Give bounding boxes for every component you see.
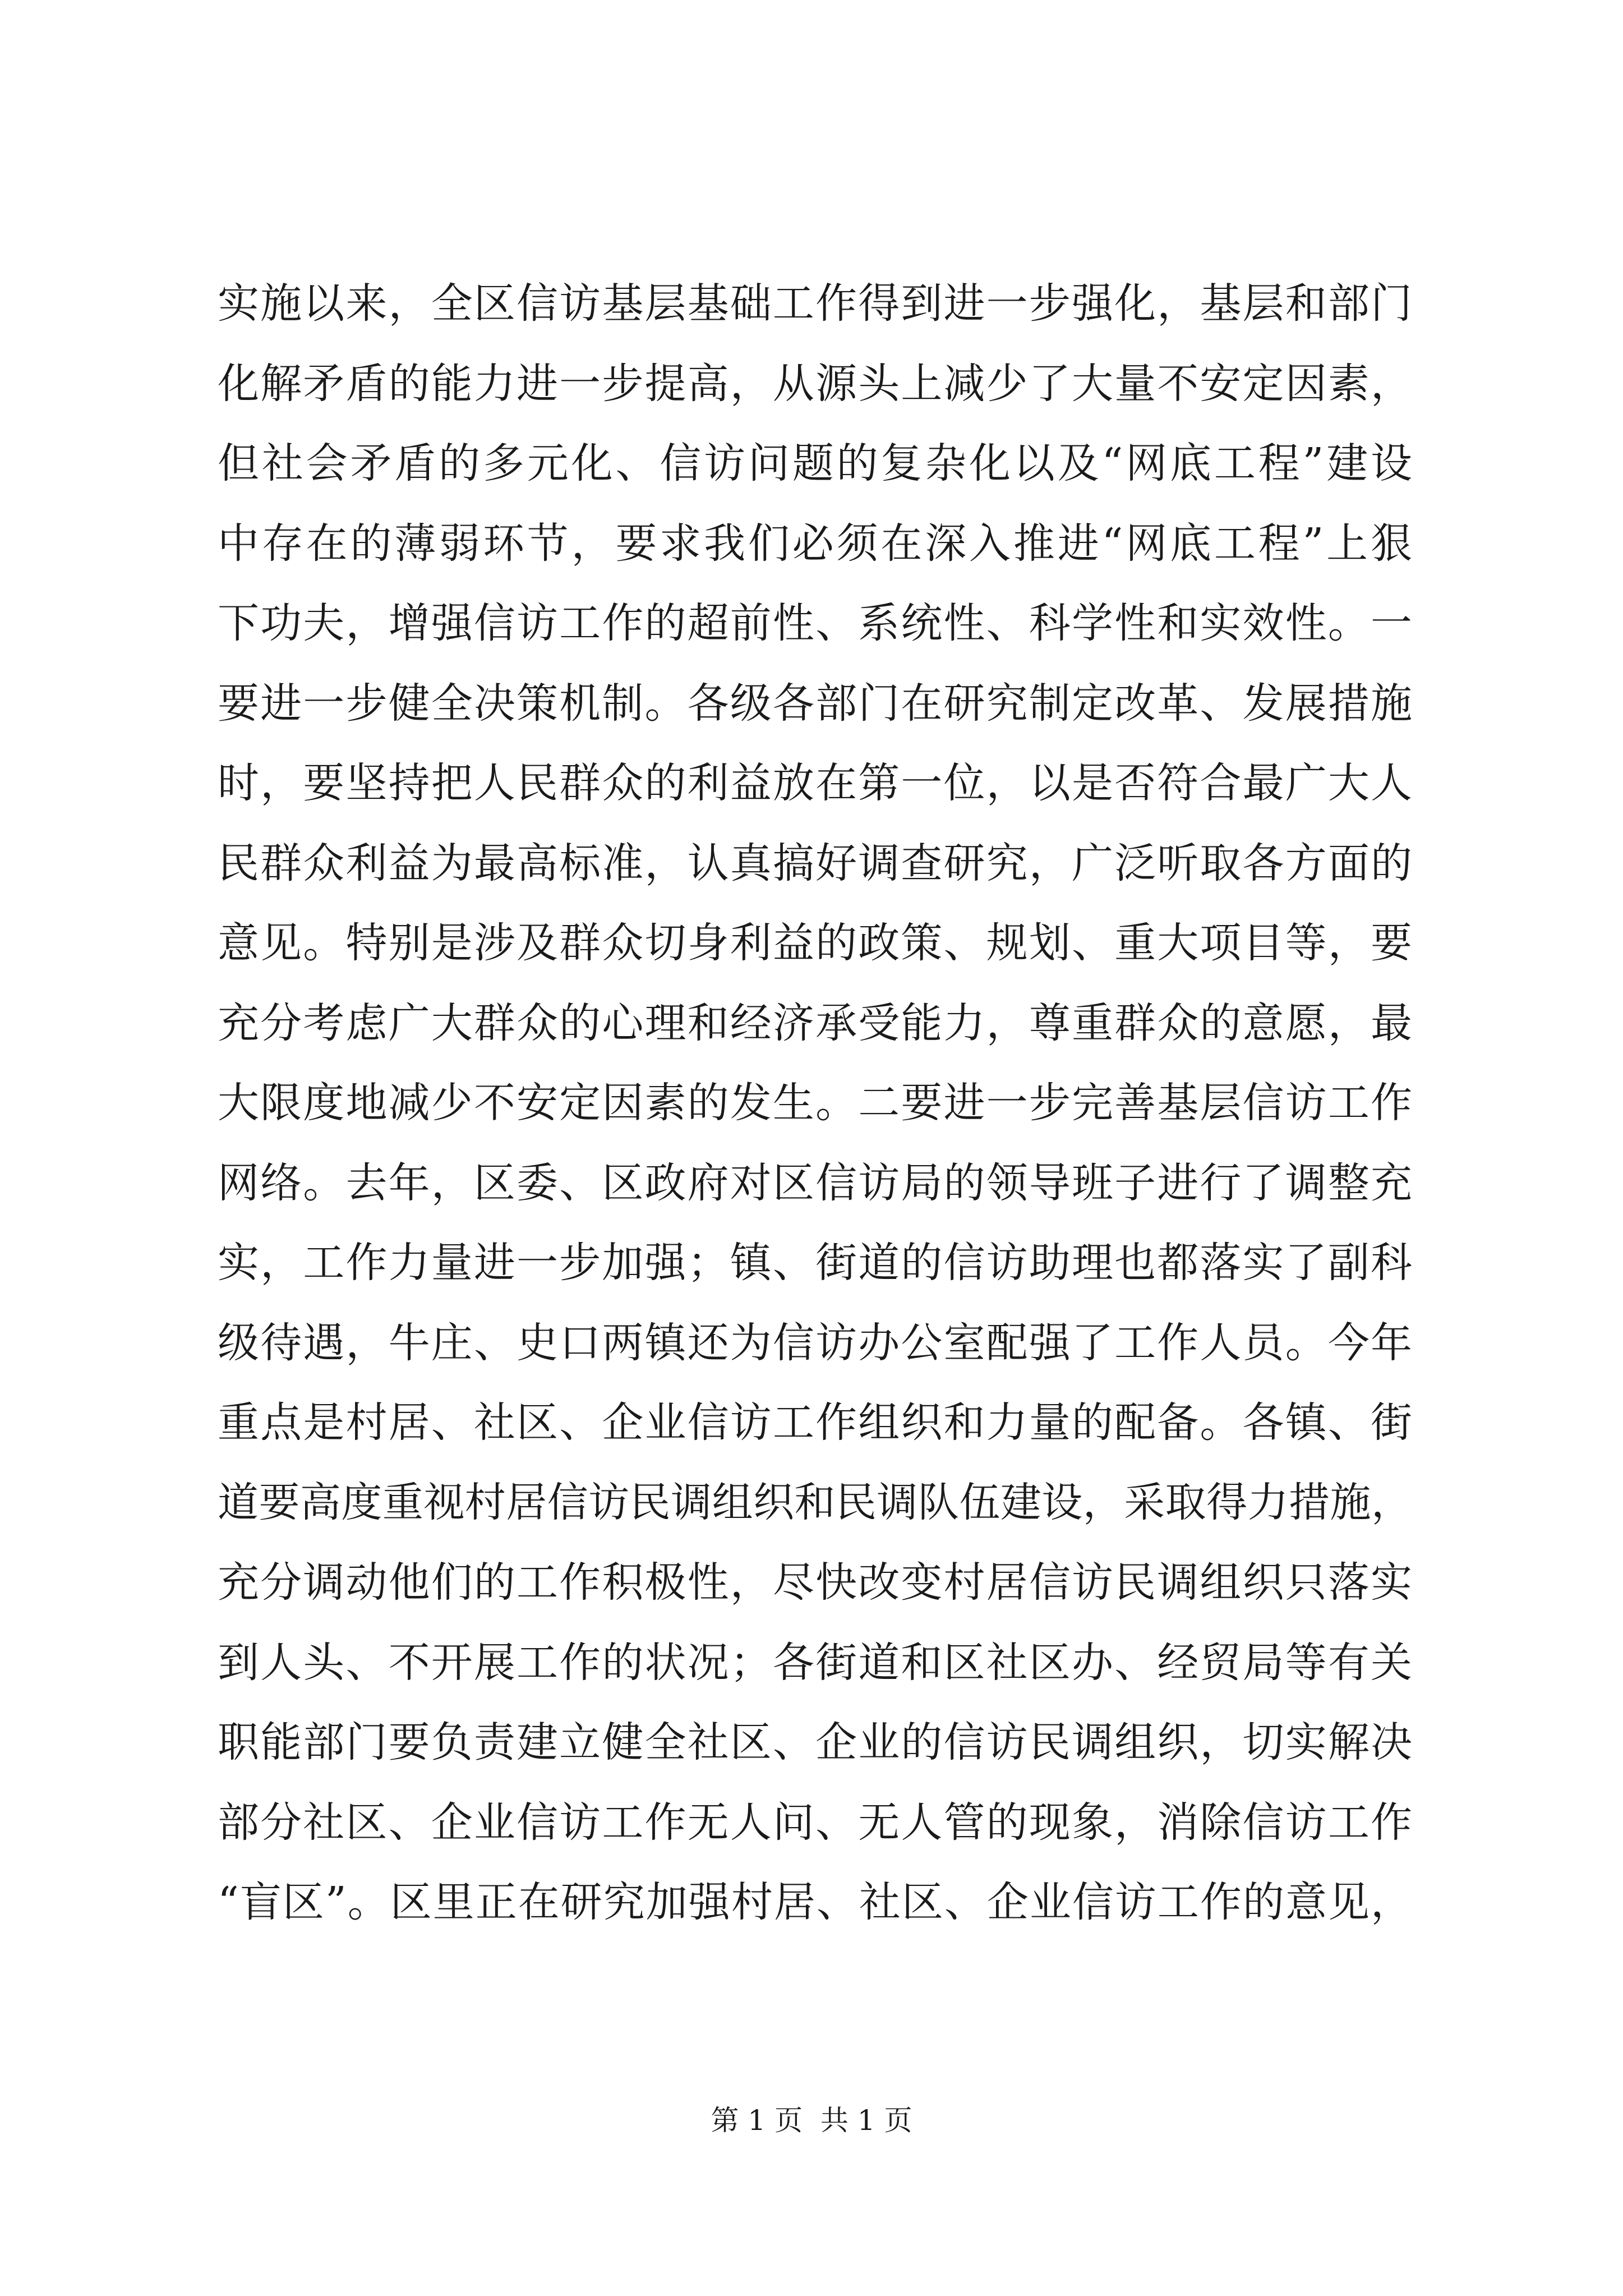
text-line: 道要高度重视村居信访民调组织和民调队伍建设，采取得力措施， xyxy=(218,1478,1412,1526)
text-line: 实，工作力量进一步加强；镇、街道的信访助理也都落实了副科 xyxy=(218,1239,1412,1287)
text-line: 部分社区、企业信访工作无人问、无人管的现象，消除信访工作 xyxy=(218,1798,1412,1847)
text-line: 实施以来，全区信访基层基础工作得到进一步强化，基层和部门 xyxy=(218,279,1412,328)
body-paragraph xyxy=(218,264,1412,1943)
text-line: 但社会矛盾的多元化、信访问题的复杂化以及“网底工程”建设 xyxy=(218,439,1412,487)
text-line: 中存在的薄弱环节，要求我们必须在深入推进“网底工程”上狠 xyxy=(218,519,1412,568)
text-line: “盲区”。区里正在研究加强村居、社区、企业信访工作的意见， xyxy=(218,1878,1412,1926)
text-line: 大限度地减少不安定因素的发生。二要进一步完善基层信访工作 xyxy=(218,1079,1412,1127)
text-line: 充分考虑广大群众的心理和经济承受能力，尊重群众的意愿，最 xyxy=(218,999,1412,1047)
text-line: 意见。特别是涉及群众切身利益的政策、规划、重大项目等，要 xyxy=(218,919,1412,967)
text-line: 到人头、不开展工作的状况；各街道和区社区办、经贸局等有关 xyxy=(218,1638,1412,1687)
text-line: 级待遇，牛庄、史口两镇还为信访办公室配强了工作人员。今年 xyxy=(218,1318,1412,1367)
text-line: 下功夫，增强信访工作的超前性、系统性、科学性和实效性。一 xyxy=(218,599,1412,647)
text-line: 充分调动他们的工作积极性，尽快改变村居信访民调组织只落实 xyxy=(218,1558,1412,1607)
text-line: 时，要坚持把人民群众的利益放在第一位，以是否符合最广大人 xyxy=(218,759,1412,807)
text-line: 要进一步健全决策机制。各级各部门在研究制定改革、发展措施 xyxy=(218,679,1412,728)
text-line: 网络。去年，区委、区政府对区信访局的领导班子进行了调整充 xyxy=(218,1158,1412,1207)
page-number-footer: 第 1 页 共 1 页 xyxy=(711,2104,912,2137)
text-line: 民群众利益为最高标准，认真搞好调查研究，广泛听取各方面的 xyxy=(218,839,1412,887)
text-line: 化解矛盾的能力进一步提高，从源头上减少了大量不安定因素， xyxy=(218,359,1412,408)
text-line: 职能部门要负责建立健全社区、企业的信访民调组织，切实解决 xyxy=(218,1718,1412,1766)
text-line: 重点是村居、社区、企业信访工作组织和力量的配备。各镇、街 xyxy=(218,1398,1412,1447)
